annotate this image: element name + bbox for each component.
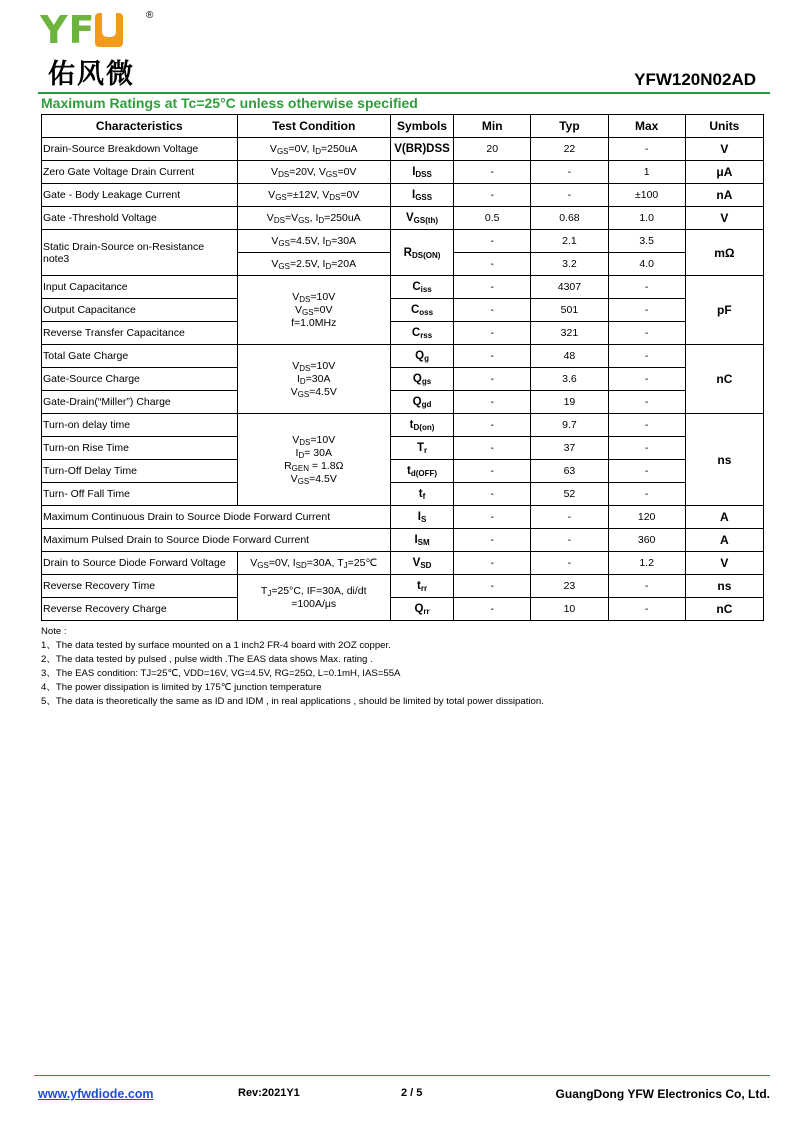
- param-name: Turn-on Rise Time: [42, 437, 238, 460]
- min-value: -: [454, 253, 531, 276]
- typ-value: 501: [531, 299, 608, 322]
- unit: μA: [685, 161, 763, 184]
- typ-value: 3.6: [531, 368, 608, 391]
- min-value: -: [454, 368, 531, 391]
- symbol: $V_{SD}$: [390, 552, 453, 575]
- typ-value: -: [531, 506, 608, 529]
- typ-value: 4307: [531, 276, 608, 299]
- typ-value: 19: [531, 391, 608, 414]
- max-value: -: [608, 483, 685, 506]
- param-name: Turn- Off Fall Time: [42, 483, 238, 506]
- min-value: -: [454, 184, 531, 207]
- symbol: $C_{oss}$: [390, 299, 453, 322]
- max-value: -: [608, 598, 685, 621]
- min-value: -: [454, 575, 531, 598]
- max-value: -: [608, 575, 685, 598]
- min-value: -: [454, 437, 531, 460]
- max-value: -: [608, 276, 685, 299]
- unit: A: [685, 506, 763, 529]
- param-name: Static Drain-Source on-Resistance note3: [42, 230, 238, 276]
- unit: ns: [685, 414, 763, 506]
- param-name: Drain-Source Breakdown Voltage: [42, 138, 238, 161]
- typ-value: -: [531, 552, 608, 575]
- test-condition: $V_{GS}=4.5V$, $I_D=30A$: [237, 230, 390, 253]
- max-value: -: [608, 322, 685, 345]
- typ-value: 3.2: [531, 253, 608, 276]
- test-condition: $T_J=25^\circ C$, IF=30A, di/dt =100A/μs: [237, 575, 390, 621]
- max-value: 1.0: [608, 207, 685, 230]
- table-row: [42, 437, 764, 460]
- table-row: [42, 575, 764, 598]
- typ-value: 10: [531, 598, 608, 621]
- unit: V: [685, 552, 763, 575]
- table-row: [42, 483, 764, 506]
- param-name: Input Capacitance: [42, 276, 238, 299]
- max-value: -: [608, 391, 685, 414]
- test-condition: $V_{GS}=\pm 12V$, $V_{DS}=0V$: [237, 184, 390, 207]
- symbol: $C_{iss}$: [390, 276, 453, 299]
- symbol: $V_{GS(th)}$: [390, 207, 453, 230]
- col-test-condition: Test Condition: [237, 115, 390, 138]
- min-value: -: [454, 483, 531, 506]
- col-characteristics: Characteristics: [42, 115, 238, 138]
- min-value: 0.5: [454, 207, 531, 230]
- min-value: -: [454, 506, 531, 529]
- max-value: 360: [608, 529, 685, 552]
- param-name: Zero Gate Voltage Drain Current: [42, 161, 238, 184]
- test-condition: $V_{GS}=0V$, $I_D=250uA$: [237, 138, 390, 161]
- param-name: Turn-on delay time: [42, 414, 238, 437]
- typ-value: 37: [531, 437, 608, 460]
- symbol: $R_{DS(ON)}$: [390, 230, 453, 276]
- max-value: -: [608, 437, 685, 460]
- typ-value: 0.68: [531, 207, 608, 230]
- table-row: [42, 207, 764, 230]
- table-row: [42, 322, 764, 345]
- min-value: -: [454, 299, 531, 322]
- table-row: [42, 414, 764, 437]
- logo-chinese: 佑风微: [48, 59, 135, 90]
- typ-value: 63: [531, 460, 608, 483]
- symbol: $Q_{gs}$: [390, 368, 453, 391]
- col-units: Units: [685, 115, 763, 138]
- symbol: $C_{rss}$: [390, 322, 453, 345]
- typ-value: 321: [531, 322, 608, 345]
- min-value: -: [454, 322, 531, 345]
- note-item: 2、The data tested by pulsed , pulse width .The EAS data shows Max. rating .: [41, 654, 373, 665]
- typ-value: 52: [531, 483, 608, 506]
- param-name: Reverse Recovery Time: [42, 575, 238, 598]
- logo-letters: YF: [40, 10, 123, 50]
- min-value: -: [454, 276, 531, 299]
- max-value: 1.2: [608, 552, 685, 575]
- col-min: Min: [454, 115, 531, 138]
- notes-label: Note :: [41, 626, 67, 637]
- unit: V: [685, 138, 763, 161]
- max-value: 120: [608, 506, 685, 529]
- param-name: Turn-Off Delay Time: [42, 460, 238, 483]
- unit: pF: [685, 276, 763, 345]
- param-name: Output Capacitance: [42, 299, 238, 322]
- max-value: -: [608, 345, 685, 368]
- table-row: [42, 391, 764, 414]
- test-condition: $V_{DS}=20V$, $V_{GS}=0V$: [237, 161, 390, 184]
- unit: V: [685, 207, 763, 230]
- company-logo: [40, 10, 152, 90]
- col-symbols: Symbols: [390, 115, 453, 138]
- section-title: Maximum Ratings at Tc=25°C unless otherwise specified: [41, 95, 418, 111]
- symbol: $t_{rr}$: [390, 575, 453, 598]
- test-condition: $V_{DS}=10V$ $I_D= 30A$ $R_{GEN} = 1.8\Omega$ $V_{GS}=4.5V$: [237, 414, 390, 506]
- typ-value: 23: [531, 575, 608, 598]
- param-name: Reverse Transfer Capacitance: [42, 322, 238, 345]
- typ-value: -: [531, 161, 608, 184]
- min-value: -: [454, 552, 531, 575]
- note-item: 3、The EAS condition: TJ=25℃, VDD=16V, VG=4.5V, RG=25Ω, L=0.1mH, IAS=55A: [41, 668, 401, 679]
- param-name: Gate-Source Charge: [42, 368, 238, 391]
- symbol: $I_{DSS}$: [390, 161, 453, 184]
- table-row: [42, 276, 764, 299]
- max-value: 4.0: [608, 253, 685, 276]
- symbol: $t_{D(on)}$: [390, 414, 453, 437]
- symbol: $t_f$: [390, 483, 453, 506]
- note-item: 1、The data tested by surface mounted on a 1 inch2 FR-4 board with 2OZ copper.: [41, 640, 391, 651]
- table-row: [42, 299, 764, 322]
- min-value: 20: [454, 138, 531, 161]
- max-value: ±100: [608, 184, 685, 207]
- test-condition: $V_{GS}=0V$, $I_{SD}=30A$, $T_J=25℃$: [237, 552, 390, 575]
- typ-value: 22: [531, 138, 608, 161]
- unit: mΩ: [685, 230, 763, 276]
- symbol: $I_{SM}$: [390, 529, 453, 552]
- table-row: [42, 161, 764, 184]
- min-value: -: [454, 391, 531, 414]
- unit: nC: [685, 598, 763, 621]
- param-name: Maximum Continuous Drain to Source Diode Forward Current: [42, 506, 391, 529]
- param-name: Reverse Recovery Charge: [42, 598, 238, 621]
- col-max: Max: [608, 115, 685, 138]
- typ-value: 9.7: [531, 414, 608, 437]
- note-item: 5、The data is theoretically the same as ID and IDM , in real applications , should be limited by total power dissipation.: [41, 696, 544, 707]
- table-header-row: [42, 115, 764, 138]
- symbol: V(BR)DSS: [390, 138, 453, 161]
- table-row: [42, 230, 764, 253]
- param-name: Drain to Source Diode Forward Voltage: [42, 552, 238, 575]
- unit: A: [685, 529, 763, 552]
- min-value: -: [454, 598, 531, 621]
- unit: ns: [685, 575, 763, 598]
- note-item: 4、The power dissipation is limited by 175℃ junction temperature: [41, 682, 322, 693]
- ratings-table: [41, 114, 764, 621]
- max-value: -: [608, 299, 685, 322]
- symbol: $I_S$: [390, 506, 453, 529]
- col-typ: Typ: [531, 115, 608, 138]
- max-value: -: [608, 368, 685, 391]
- max-value: 3.5: [608, 230, 685, 253]
- min-value: -: [454, 460, 531, 483]
- test-condition: $V_{GS}=2.5V$, $I_D=20A$: [237, 253, 390, 276]
- table-row: [42, 368, 764, 391]
- table-row: [42, 345, 764, 368]
- symbol: $Q_{rr}$: [390, 598, 453, 621]
- param-name: Total Gate Charge: [42, 345, 238, 368]
- table-row: [42, 552, 764, 575]
- min-value: -: [454, 414, 531, 437]
- symbol: $T_r$: [390, 437, 453, 460]
- param-name: Gate-Drain(“Miller”) Charge: [42, 391, 238, 414]
- table-row: [42, 598, 764, 621]
- min-value: -: [454, 345, 531, 368]
- symbol: $Q_{gd}$: [390, 391, 453, 414]
- company-name: GuangDong YFW Electronics Co, Ltd.: [555, 1087, 770, 1101]
- table-row: [42, 529, 764, 552]
- symbol: $Q_g$: [390, 345, 453, 368]
- table-row: [42, 460, 764, 483]
- footer-divider: [34, 1075, 770, 1076]
- typ-value: 2.1: [531, 230, 608, 253]
- table-row: [42, 184, 764, 207]
- max-value: -: [608, 460, 685, 483]
- typ-value: -: [531, 529, 608, 552]
- test-condition: $V_{DS}=V_{GS}$, $I_D=250uA$: [237, 207, 390, 230]
- min-value: -: [454, 161, 531, 184]
- param-name: Gate -Threshold Voltage: [42, 207, 238, 230]
- min-value: -: [454, 529, 531, 552]
- test-condition: $V_{DS}=10V$ $V_{GS}=0V$ f=1.0MHz: [237, 276, 390, 345]
- max-value: -: [608, 414, 685, 437]
- param-name: Gate - Body Leakage Current: [42, 184, 238, 207]
- symbol: $t_{d(OFF)}$: [390, 460, 453, 483]
- test-condition: $V_{DS}=10V$ $I_D=30A$ $V_{GS}=4.5V$: [237, 345, 390, 414]
- logo-u-mark: [95, 13, 123, 47]
- max-value: 1: [608, 161, 685, 184]
- page-number: 2 / 5: [401, 1087, 423, 1099]
- registered-mark: ®: [146, 10, 154, 21]
- header-divider: [38, 92, 770, 94]
- symbol: $I_{GSS}$: [390, 184, 453, 207]
- max-value: -: [608, 138, 685, 161]
- typ-value: 48: [531, 345, 608, 368]
- table-row: [42, 138, 764, 161]
- param-name: Maximum Pulsed Drain to Source Diode Forward Current: [42, 529, 391, 552]
- revision: Rev:2021Y1: [238, 1087, 300, 1099]
- unit: nC: [685, 345, 763, 414]
- part-number: YFW120N02AD: [634, 70, 756, 89]
- min-value: -: [454, 230, 531, 253]
- website-link[interactable]: www.yfwdiode.com: [38, 1087, 154, 1101]
- table-row: [42, 506, 764, 529]
- unit: nA: [685, 184, 763, 207]
- typ-value: -: [531, 184, 608, 207]
- notes-section: [41, 625, 544, 709]
